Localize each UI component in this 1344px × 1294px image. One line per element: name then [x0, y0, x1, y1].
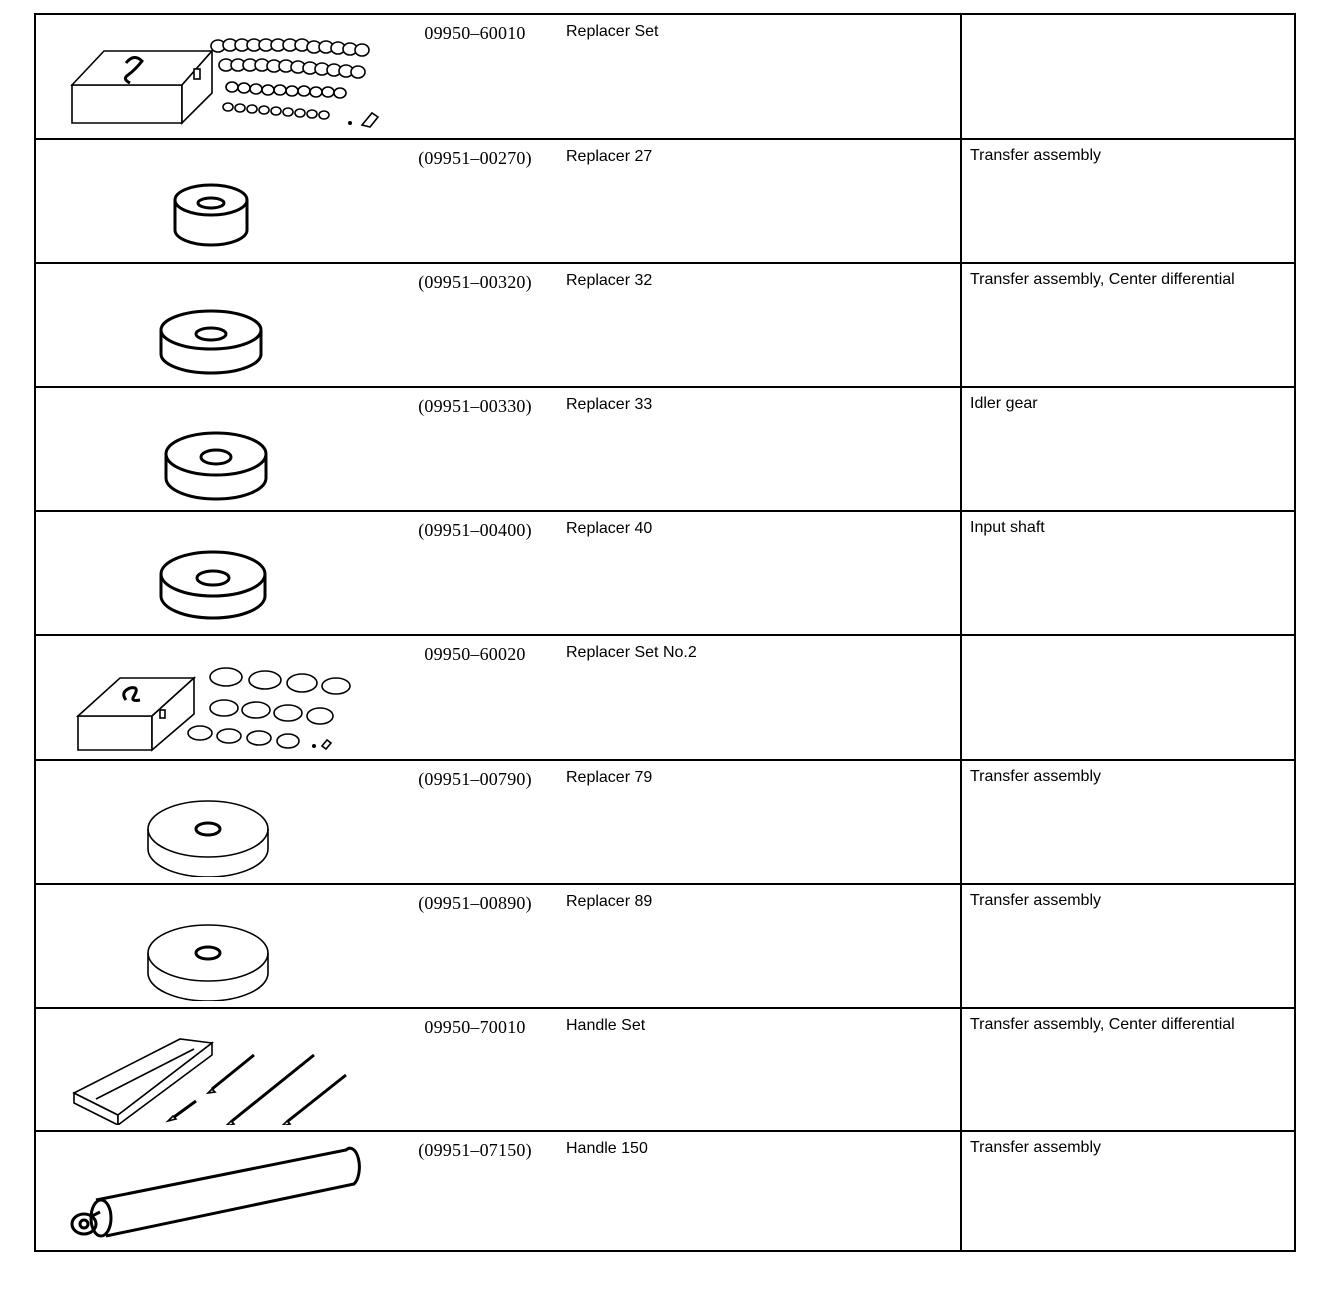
- part-number: (09951–00400): [418, 520, 532, 540]
- part-number: (09951–00330): [418, 396, 532, 416]
- part-number: (09951–00890): [418, 893, 532, 913]
- table-row: [36, 15, 1294, 140]
- column-divider: [960, 512, 962, 634]
- tool-name: Replacer 40: [566, 520, 653, 537]
- column-divider: [960, 636, 962, 759]
- tool-usage: Transfer assembly: [970, 147, 1101, 164]
- tool-name: Replacer 89: [566, 893, 653, 910]
- table-row: [36, 1132, 1294, 1252]
- part-number: (09951–00320): [418, 272, 532, 292]
- tool-usage: Transfer assembly, Center differential: [970, 271, 1235, 288]
- tool-usage: Transfer assembly: [970, 768, 1101, 785]
- tool-name: Replacer 27: [566, 148, 653, 165]
- replacer-disc-icon: [56, 148, 396, 256]
- part-number: (09951–00790): [418, 769, 532, 789]
- column-divider: [960, 761, 962, 883]
- table-row: [36, 761, 1294, 885]
- column-divider: [960, 1132, 962, 1252]
- part-number: 09950–60020: [424, 644, 526, 664]
- handle-set-icon: [56, 1017, 396, 1125]
- replacer-disc-icon: [56, 396, 396, 504]
- part-number: 09950–60010: [424, 23, 526, 43]
- part-number: (09951–07150): [418, 1140, 532, 1160]
- replacer-disc-icon: [56, 272, 396, 380]
- table-row: [36, 636, 1294, 761]
- tool-usage: Input shaft: [970, 519, 1045, 536]
- replacer-disc-icon: [56, 520, 396, 628]
- replacer-disc-icon: [56, 893, 396, 1001]
- table-row: [36, 140, 1294, 264]
- tool-usage: Idler gear: [970, 395, 1038, 412]
- special-tool-table: [34, 13, 1296, 1252]
- tool-name: Handle Set: [566, 1017, 646, 1034]
- tool-name: Replacer Set: [566, 23, 659, 40]
- part-number: (09951–00270): [418, 148, 532, 168]
- table-row: [36, 512, 1294, 636]
- part-number: 09950–70010: [424, 1017, 526, 1037]
- replacer-set-case-icon: [56, 23, 396, 131]
- replacer-disc-icon: [56, 769, 396, 877]
- column-divider: [960, 15, 962, 138]
- tool-name: Handle 150: [566, 1140, 648, 1157]
- table-row: [36, 388, 1294, 512]
- tool-usage: Transfer assembly, Center differential: [970, 1016, 1235, 1033]
- tool-name: Replacer 32: [566, 272, 653, 289]
- column-divider: [960, 885, 962, 1007]
- column-divider: [960, 1009, 962, 1130]
- tool-name: Replacer Set No.2: [566, 644, 697, 661]
- table-row: [36, 885, 1294, 1009]
- column-divider: [960, 140, 962, 262]
- column-divider: [960, 264, 962, 386]
- handle-icon: [56, 1140, 396, 1248]
- table-row: [36, 264, 1294, 388]
- tool-usage: Transfer assembly: [970, 1139, 1101, 1156]
- table-row: [36, 1009, 1294, 1132]
- tool-name: Replacer 33: [566, 396, 653, 413]
- tool-name: Replacer 79: [566, 769, 653, 786]
- column-divider: [960, 388, 962, 510]
- tool-usage: Transfer assembly: [970, 892, 1101, 909]
- replacer-set-case-icon: [56, 644, 396, 752]
